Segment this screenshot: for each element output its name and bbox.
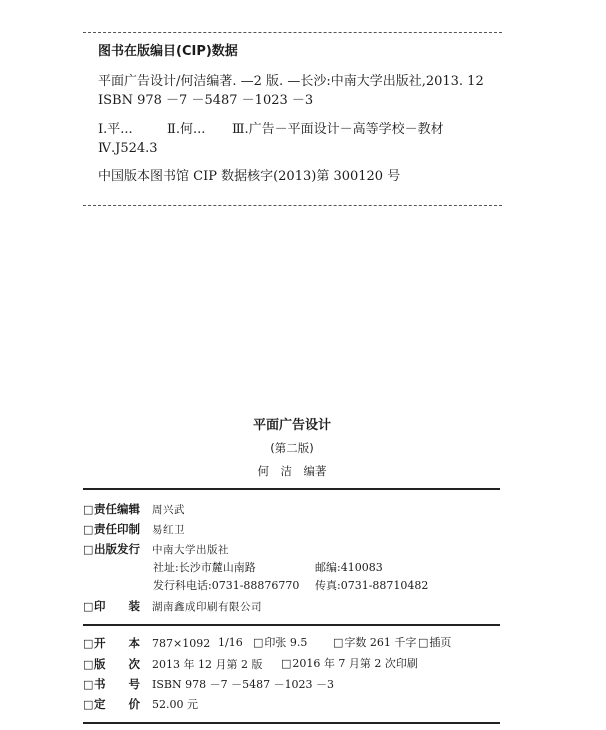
printer-value: 湖南鑫成印刷有限公司 <box>152 601 262 613</box>
cip-bottom-dashed-rule <box>83 205 502 206</box>
imprint-top-rule <box>83 488 500 490</box>
box-marker-icon: □ <box>83 503 94 516</box>
edition-label: 版 次 <box>94 657 140 671</box>
edition-value: 2013 年 12 月第 2 版 <box>152 658 263 671</box>
isbn-row <box>83 677 334 692</box>
printing-value: 2016 年 7 月第 2 次印刷 <box>292 657 418 670</box>
cip-subject-1: Ⅰ.平... <box>98 122 133 137</box>
editor-row <box>83 502 185 517</box>
box-marker-icon: □ <box>253 636 264 649</box>
cip-heading: 图书在版编目(CIP)数据 <box>98 44 238 59</box>
cip-subject-3: Ⅲ.广告－平面设计－高等学校－教材 <box>232 122 444 137</box>
printer-label: 印 装 <box>94 599 140 613</box>
cip-top-dashed-rule <box>83 32 502 33</box>
imprint-middle-rule <box>83 624 500 626</box>
isbn-label: 书 号 <box>94 677 140 691</box>
cip-number: 中国版本图书馆 CIP 数据核字(2013)第 300120 号 <box>98 169 401 184</box>
format-fold: 1/16 <box>218 636 243 649</box>
format-row <box>83 636 210 651</box>
sheets-item <box>253 636 307 650</box>
price-label: 定 价 <box>94 697 140 711</box>
box-marker-icon: □ <box>281 657 292 670</box>
box-marker-icon: □ <box>83 600 94 613</box>
words-value: 字数 261 千字 <box>344 636 417 649</box>
box-marker-icon: □ <box>83 698 94 711</box>
format-label: 开 本 <box>94 636 140 650</box>
publisher-postcode: 邮编:410083 <box>315 561 383 574</box>
format-value: 787×1092 <box>152 637 211 650</box>
cip-classification: Ⅳ.J524.3 <box>98 141 158 156</box>
cip-subject-2: Ⅱ.何... <box>167 122 206 137</box>
print-manager-value: 易红卫 <box>152 524 185 536</box>
cip-isbn: ISBN 978 －7 －5487 －1023 －3 <box>98 93 314 108</box>
printer-row <box>83 599 262 614</box>
plates-value: 插页 <box>429 636 452 649</box>
box-marker-icon: □ <box>83 543 94 556</box>
box-marker-icon: □ <box>83 678 94 691</box>
isbn-value: ISBN 978 －7 －5487 －1023 －3 <box>152 678 335 691</box>
publisher-phone: 发行科电话:0731-88876770 <box>153 579 300 592</box>
publisher-fax: 传真:0731-88710482 <box>315 579 429 592</box>
editor-label: 责任编辑 <box>94 502 140 516</box>
publisher-label: 出版发行 <box>94 542 140 556</box>
box-marker-icon: □ <box>333 636 344 649</box>
print-manager-label: 责任印制 <box>94 522 140 536</box>
printing-item <box>281 657 418 671</box>
plates-item <box>418 636 451 650</box>
book-edition: (第二版) <box>270 441 314 455</box>
price-value: 52.00 元 <box>152 698 198 711</box>
price-row <box>83 697 198 712</box>
box-marker-icon: □ <box>83 658 94 671</box>
sheets-value: 印张 9.5 <box>264 636 308 649</box>
publisher-value: 中南大学出版社 <box>152 544 229 556</box>
box-marker-icon: □ <box>418 636 429 649</box>
publisher-address: 社址:长沙市麓山南路 <box>153 561 256 574</box>
print-manager-row <box>83 522 185 537</box>
editor-value: 周兴武 <box>152 504 185 516</box>
publisher-row <box>83 542 229 557</box>
book-author: 何 洁 编著 <box>257 464 327 478</box>
cip-citation: 平面广告设计/何洁编著. —2 版. —长沙:中南大学出版社,2013. 12 <box>98 74 484 89</box>
book-title: 平面广告设计 <box>252 418 331 433</box>
words-item <box>333 636 416 650</box>
imprint-bottom-rule <box>83 722 500 724</box>
box-marker-icon: □ <box>83 637 94 650</box>
box-marker-icon: □ <box>83 523 94 536</box>
edition-row <box>83 657 262 672</box>
